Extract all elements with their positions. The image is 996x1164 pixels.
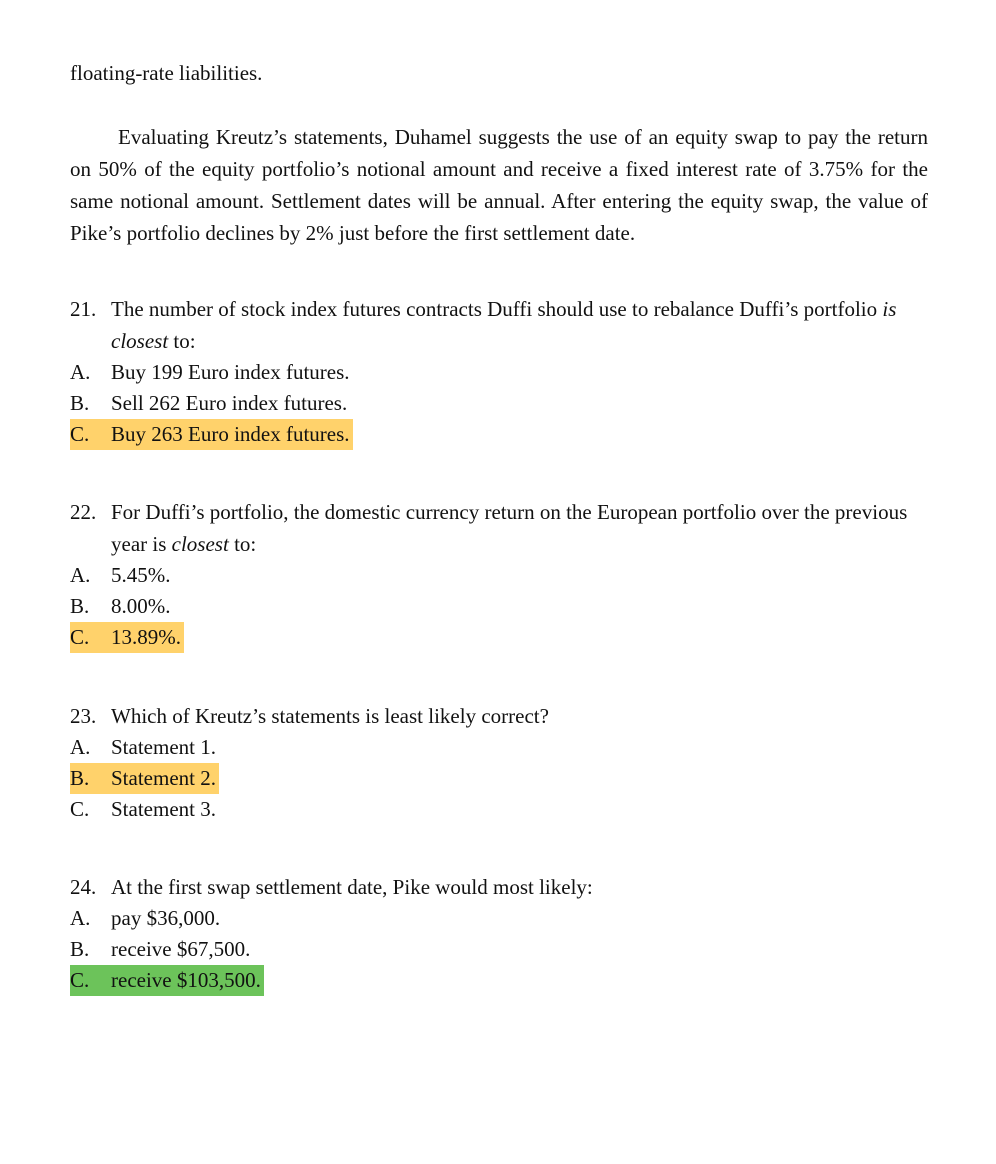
option-text: Statement 2. — [111, 766, 216, 790]
option-b — [70, 388, 928, 419]
question-number: 23. — [70, 704, 97, 728]
option-text: Sell 262 Euro index futures. — [111, 391, 348, 415]
stem-italic: is closest — [111, 297, 897, 353]
option-text: Statement 3. — [111, 797, 216, 821]
document-page — [70, 58, 928, 996]
question-text — [111, 293, 928, 357]
answer-highlight — [70, 763, 219, 794]
option-c-highlighted — [70, 965, 928, 996]
option-text: 5.45%. — [111, 563, 171, 587]
option-text: 13.89%. — [111, 625, 181, 649]
answer-highlight — [70, 622, 184, 653]
option-a — [70, 357, 928, 388]
question-24 — [70, 871, 928, 996]
option-letter: C. — [70, 968, 90, 992]
question-text: Which of Kreutz’s statements is least likely correct? — [111, 704, 549, 728]
stem-text: For Duffi’s portfolio, the domestic currency return on the European portfolio over the previous year is — [111, 500, 908, 556]
option-letter: C. — [70, 797, 90, 821]
question-number: 22. — [70, 500, 97, 524]
question-number: 24. — [70, 875, 97, 899]
option-letter: B. — [70, 937, 90, 961]
answer-highlight — [70, 419, 353, 450]
option-b-highlighted — [70, 763, 928, 794]
option-letter: A. — [70, 563, 91, 587]
option-c — [70, 794, 928, 825]
option-letter: A. — [70, 360, 91, 384]
option-letter: A. — [70, 906, 91, 930]
stem-text: The number of stock index futures contracts Duffi should use to rebalance Duffi’s portfolio — [111, 297, 883, 321]
stem-text-end: to: — [168, 329, 196, 353]
intro-paragraph: Evaluating Kreutz’s statements, Duhamel suggests the use of an equity swap to pay the return on 50% of the equity portfolio’s notional amount and receive a fixed interest rate of 3.75% for the same notional amount. Settlement dates will be annual. After entering the equity swap, the value of Pike’s portfolio declines by 2% just before the first settlement date. — [70, 125, 928, 245]
question-text: At the first swap settlement date, Pike would most likely: — [111, 875, 593, 899]
option-a — [70, 560, 928, 591]
question-21 — [70, 293, 928, 450]
option-text: Buy 199 Euro index futures. — [111, 360, 350, 384]
question-text — [111, 496, 928, 560]
option-a — [70, 903, 928, 934]
option-b — [70, 591, 928, 622]
option-text: 8.00%. — [111, 594, 171, 618]
option-letter: C. — [70, 625, 90, 649]
option-letter: C. — [70, 422, 90, 446]
option-a — [70, 732, 928, 763]
stem-text-end: to: — [228, 532, 257, 556]
stem-italic: closest — [171, 532, 229, 556]
question-stem — [70, 871, 928, 903]
option-letter: B. — [70, 766, 90, 790]
option-b — [70, 934, 928, 965]
option-letter: B. — [70, 391, 90, 415]
option-text: receive $67,500. — [111, 937, 251, 961]
question-stem — [70, 293, 928, 357]
intro-fragment: floating-rate liabilities. — [70, 61, 263, 85]
question-number: 21. — [70, 297, 97, 321]
question-22 — [70, 496, 928, 653]
option-c-highlighted — [70, 419, 928, 450]
option-text: receive $103,500. — [111, 968, 261, 992]
question-23 — [70, 700, 928, 825]
option-letter: B. — [70, 594, 90, 618]
question-stem — [70, 700, 928, 732]
option-c-highlighted — [70, 622, 928, 653]
option-text: pay $36,000. — [111, 906, 221, 930]
question-stem — [70, 496, 928, 560]
answer-highlight — [70, 965, 264, 996]
option-letter: A. — [70, 735, 91, 759]
option-text: Buy 263 Euro index futures. — [111, 422, 350, 446]
option-text: Statement 1. — [111, 735, 216, 759]
